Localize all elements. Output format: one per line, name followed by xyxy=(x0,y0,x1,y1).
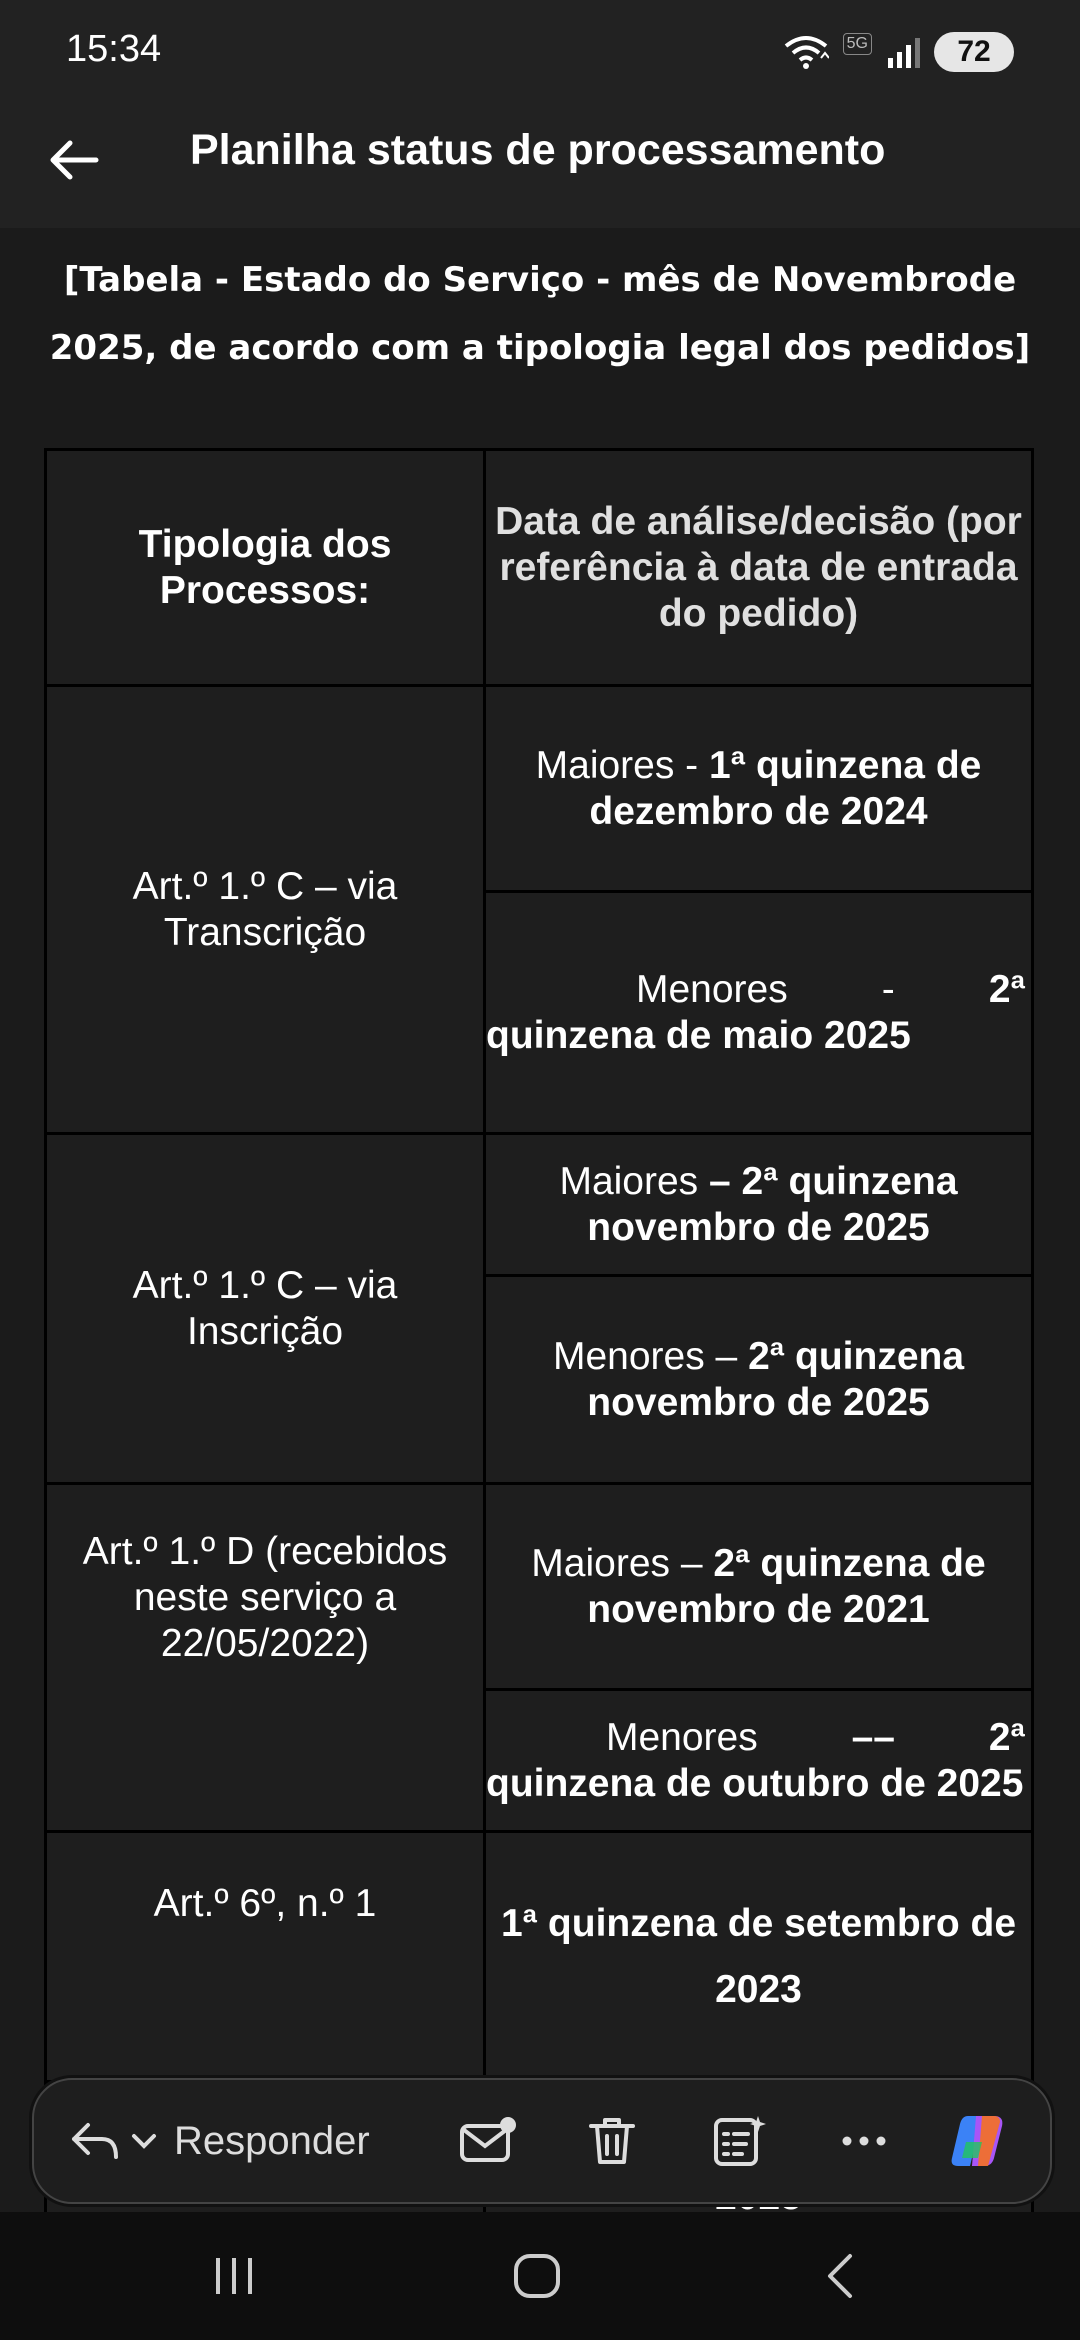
header-date: Data de análise/decisão (por referência à data de entrada do pedido) xyxy=(485,450,1033,686)
page-title: Planilha status de processamento xyxy=(190,126,886,174)
trash-icon xyxy=(587,2114,637,2168)
mark-unread-icon xyxy=(458,2116,518,2166)
more-button[interactable] xyxy=(824,2080,904,2202)
battery-indicator xyxy=(934,32,1014,72)
entry-label: Maiores - xyxy=(535,743,710,787)
summary-icon xyxy=(712,2114,768,2168)
header-typology: Tipologia dos Processos: xyxy=(46,450,485,686)
chevron-down-icon[interactable] xyxy=(128,2125,160,2157)
delete-button[interactable] xyxy=(572,2080,652,2202)
entry-value: 2ª quinzena de maio 2025 xyxy=(486,967,1025,1057)
action-bar xyxy=(32,2078,1052,2204)
typology-cell: Art.º 6º, n.º 1 xyxy=(46,1832,485,2082)
table-header-row xyxy=(46,450,1033,686)
status-time: 15:34 xyxy=(66,28,162,70)
date-cell xyxy=(485,1484,1033,1690)
entry-label: Menores – xyxy=(552,1334,749,1378)
typology-cell: Art.º 1.º C – via Transcrição xyxy=(46,686,485,1134)
entry-value: – 2ª quinzena novembro de 2025 xyxy=(587,1159,958,1249)
wifi-icon xyxy=(783,34,829,70)
reply-label: Responder xyxy=(174,2118,370,2163)
entry-label: Menores xyxy=(606,1715,852,1759)
date-cell xyxy=(485,686,1033,892)
copilot-button[interactable] xyxy=(938,2080,1020,2202)
date-cell xyxy=(485,892,1033,1134)
entry-label: Maiores xyxy=(559,1159,710,1203)
signal-icon xyxy=(886,36,920,68)
entry-value: 1ª quinzena de setembro de 2023 xyxy=(500,1901,1017,2011)
table-caption: [Tabela - Estado do Serviço - mês de Novembrode 2025, de acordo com a tipologia legal dos pedidos] xyxy=(49,260,1031,368)
home-icon[interactable] xyxy=(512,2252,562,2300)
reply-icon xyxy=(70,2119,122,2163)
entry-value: 1ª quinzena de dezembro de 2024 xyxy=(589,743,982,833)
entry-label: Maiores – xyxy=(531,1541,714,1585)
summary-button[interactable] xyxy=(700,2080,780,2202)
reply-button[interactable] xyxy=(70,2080,400,2202)
entry-value: –– 2ª quinzena de outubro de 2025 xyxy=(486,1715,1025,1805)
back-icon[interactable] xyxy=(822,2252,858,2300)
entry-label: Menores - xyxy=(636,967,989,1011)
status-table xyxy=(44,448,1034,2212)
typology-cell: Art.º 1.º D (recebidos neste serviço a 22/05/2022) xyxy=(46,1484,485,1832)
typology-cell: Art.º 1.º C – via Inscrição xyxy=(46,1134,485,1484)
date-cell xyxy=(485,1134,1033,1276)
copilot-icon xyxy=(948,2112,1010,2170)
date-cell xyxy=(485,1832,1033,2082)
status-icons xyxy=(783,30,1014,74)
mark-unread-button[interactable] xyxy=(448,2080,528,2202)
recents-icon[interactable] xyxy=(212,2256,256,2296)
email-body[interactable] xyxy=(0,228,1080,2212)
table-row xyxy=(46,1832,1033,2082)
date-cell xyxy=(485,1690,1033,1832)
table-row xyxy=(46,1134,1033,1276)
entry-value: 2ª quinzena de novembro de 2021 xyxy=(587,1541,986,1631)
system-nav-bar xyxy=(0,2212,1080,2340)
entry-value: 2ª quinzena novembro de 2025 xyxy=(587,1334,965,1424)
more-icon xyxy=(841,2135,887,2147)
status-bar xyxy=(0,0,1080,100)
network-5g-badge: 5G xyxy=(843,33,872,55)
arrow-left-icon[interactable] xyxy=(44,130,104,190)
table-row xyxy=(46,686,1033,892)
date-cell xyxy=(485,1276,1033,1484)
table-row xyxy=(46,1484,1033,1690)
battery-level: 72 xyxy=(957,35,991,68)
